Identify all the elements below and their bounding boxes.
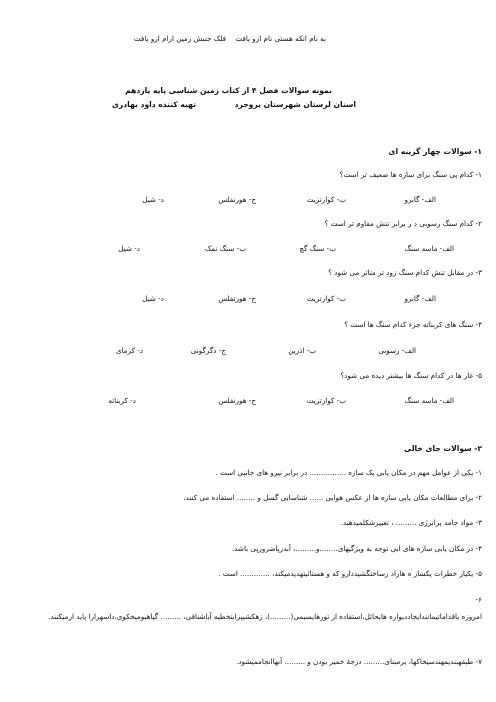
- q2-option-b: ب- سنگ گچ: [299, 244, 336, 253]
- q5-option-a: الف- ماسه سنگ: [404, 396, 454, 405]
- fill-blank-1: ۱- یکی از عوامل مهم در مکان یابی یک سازه ................ در برابر نیرو های جانبی است .: [215, 468, 482, 477]
- question-3-text: ۳- در مقابل تنش کدام سنگ زود تر متاثر می شود ؟: [328, 268, 482, 277]
- q2-option-c: ب- سنگ نمک: [204, 244, 246, 253]
- q1-option-c: ج- هورنفلس: [218, 195, 256, 204]
- question-2-text: ۲- کدام سنگ رسوبی د ر برابر تنش مقاوم تر است ؟: [324, 219, 482, 228]
- q5-option-c: ج- هورنفلس: [218, 396, 256, 405]
- q2-option-a: الف- ماسه سنگ: [404, 244, 454, 253]
- q3-option-d: د- شیل: [142, 294, 164, 303]
- q2-option-d: د- شیل: [118, 244, 140, 253]
- author-region: استان لرستان شهرستان بروجرد: [234, 100, 356, 109]
- fill-blank-3: ۳- مواد جامد پرانرژی ......... ، تغییرشکلمیدهند.: [340, 518, 482, 527]
- section1-heading: ۱- سوالات چهار گزینه ای: [388, 147, 482, 156]
- fill-blank-6-number: ۶-: [475, 595, 482, 604]
- q5-option-b: ب- کوارتزیت: [306, 396, 346, 405]
- section2-heading: ۲- سوالات جای خالی: [404, 444, 482, 453]
- fill-blank-4: ۴- در مکان یابی سازه های ابی توجه به ویژگیهای........و.........، آبدرپاضرورپی باشد.: [231, 544, 482, 553]
- fill-blank-5: ۵- یکیاز خطرات یکساز ه هاراد رساختگشیددارو که و هستائیتهدیدمیکند، ............. است .: [218, 569, 482, 578]
- q5-option-d: د- کربناته: [108, 396, 136, 405]
- header-invocation-second: فلک جنبش زمین ارام ازو یافت: [133, 34, 226, 43]
- q3-option-c: ج- هورنفلس: [218, 294, 256, 303]
- header-invocation: به نام انکه هستی نام ازو یافت: [235, 34, 326, 43]
- q1-option-b: ب- کوارتزیت: [306, 195, 346, 204]
- q4-option-b: ب- اذرین: [288, 346, 316, 355]
- question-1-text: ۱- کدام پی سنگ برای سازه ها ضعیف تر است؟: [339, 170, 482, 179]
- fill-blank-6-text: امروزه باقداماتیمانندایجاددیواره هایحائل،استفاده از تورهایسیمی(.........)، زهکشیپرابتخطیه آباشناقی، ......... گیاهبومیخکوی،داسهرارا پاید ارمیکنند.: [48, 612, 482, 621]
- q3-option-b: ب- کوارتزیت: [306, 294, 346, 303]
- q4-option-c: ج- دگرگونی: [190, 346, 226, 355]
- fill-blank-7: ۷- طبقهبندیمهندسیخاکها، برمبنای......... درجهٔ خمیر بودن و ......... آنهاانجاممیشود.: [236, 657, 482, 666]
- question-5-text: ۵- غار ها در کدام سنگ ها بیشتر دیده می شود؟: [340, 371, 482, 380]
- q3-option-a: الف- گابرو: [404, 294, 436, 303]
- q4-option-a: الف- رسوبی: [378, 346, 416, 355]
- document-title: نمونه سوالات فصل ۴ از کتاب زمین شناسی پایه یازدهم: [125, 86, 332, 95]
- q1-option-a: الف- گابرو: [404, 195, 436, 204]
- q1-option-d: د- شیل: [142, 195, 164, 204]
- question-4-text: ۴- سنگ های کربناته جزء کدام سنگ ها است ؟: [344, 320, 482, 329]
- q4-option-d: د- کرمای: [115, 346, 143, 355]
- fill-blank-2: ۲- برای مطالعات مکان یابی سازه ها از عکس هوایی ...... شناسایی گسل و ........ استفاده می کنند.: [183, 493, 482, 502]
- author-name: تهیه کننده داود بهادری: [111, 100, 196, 109]
